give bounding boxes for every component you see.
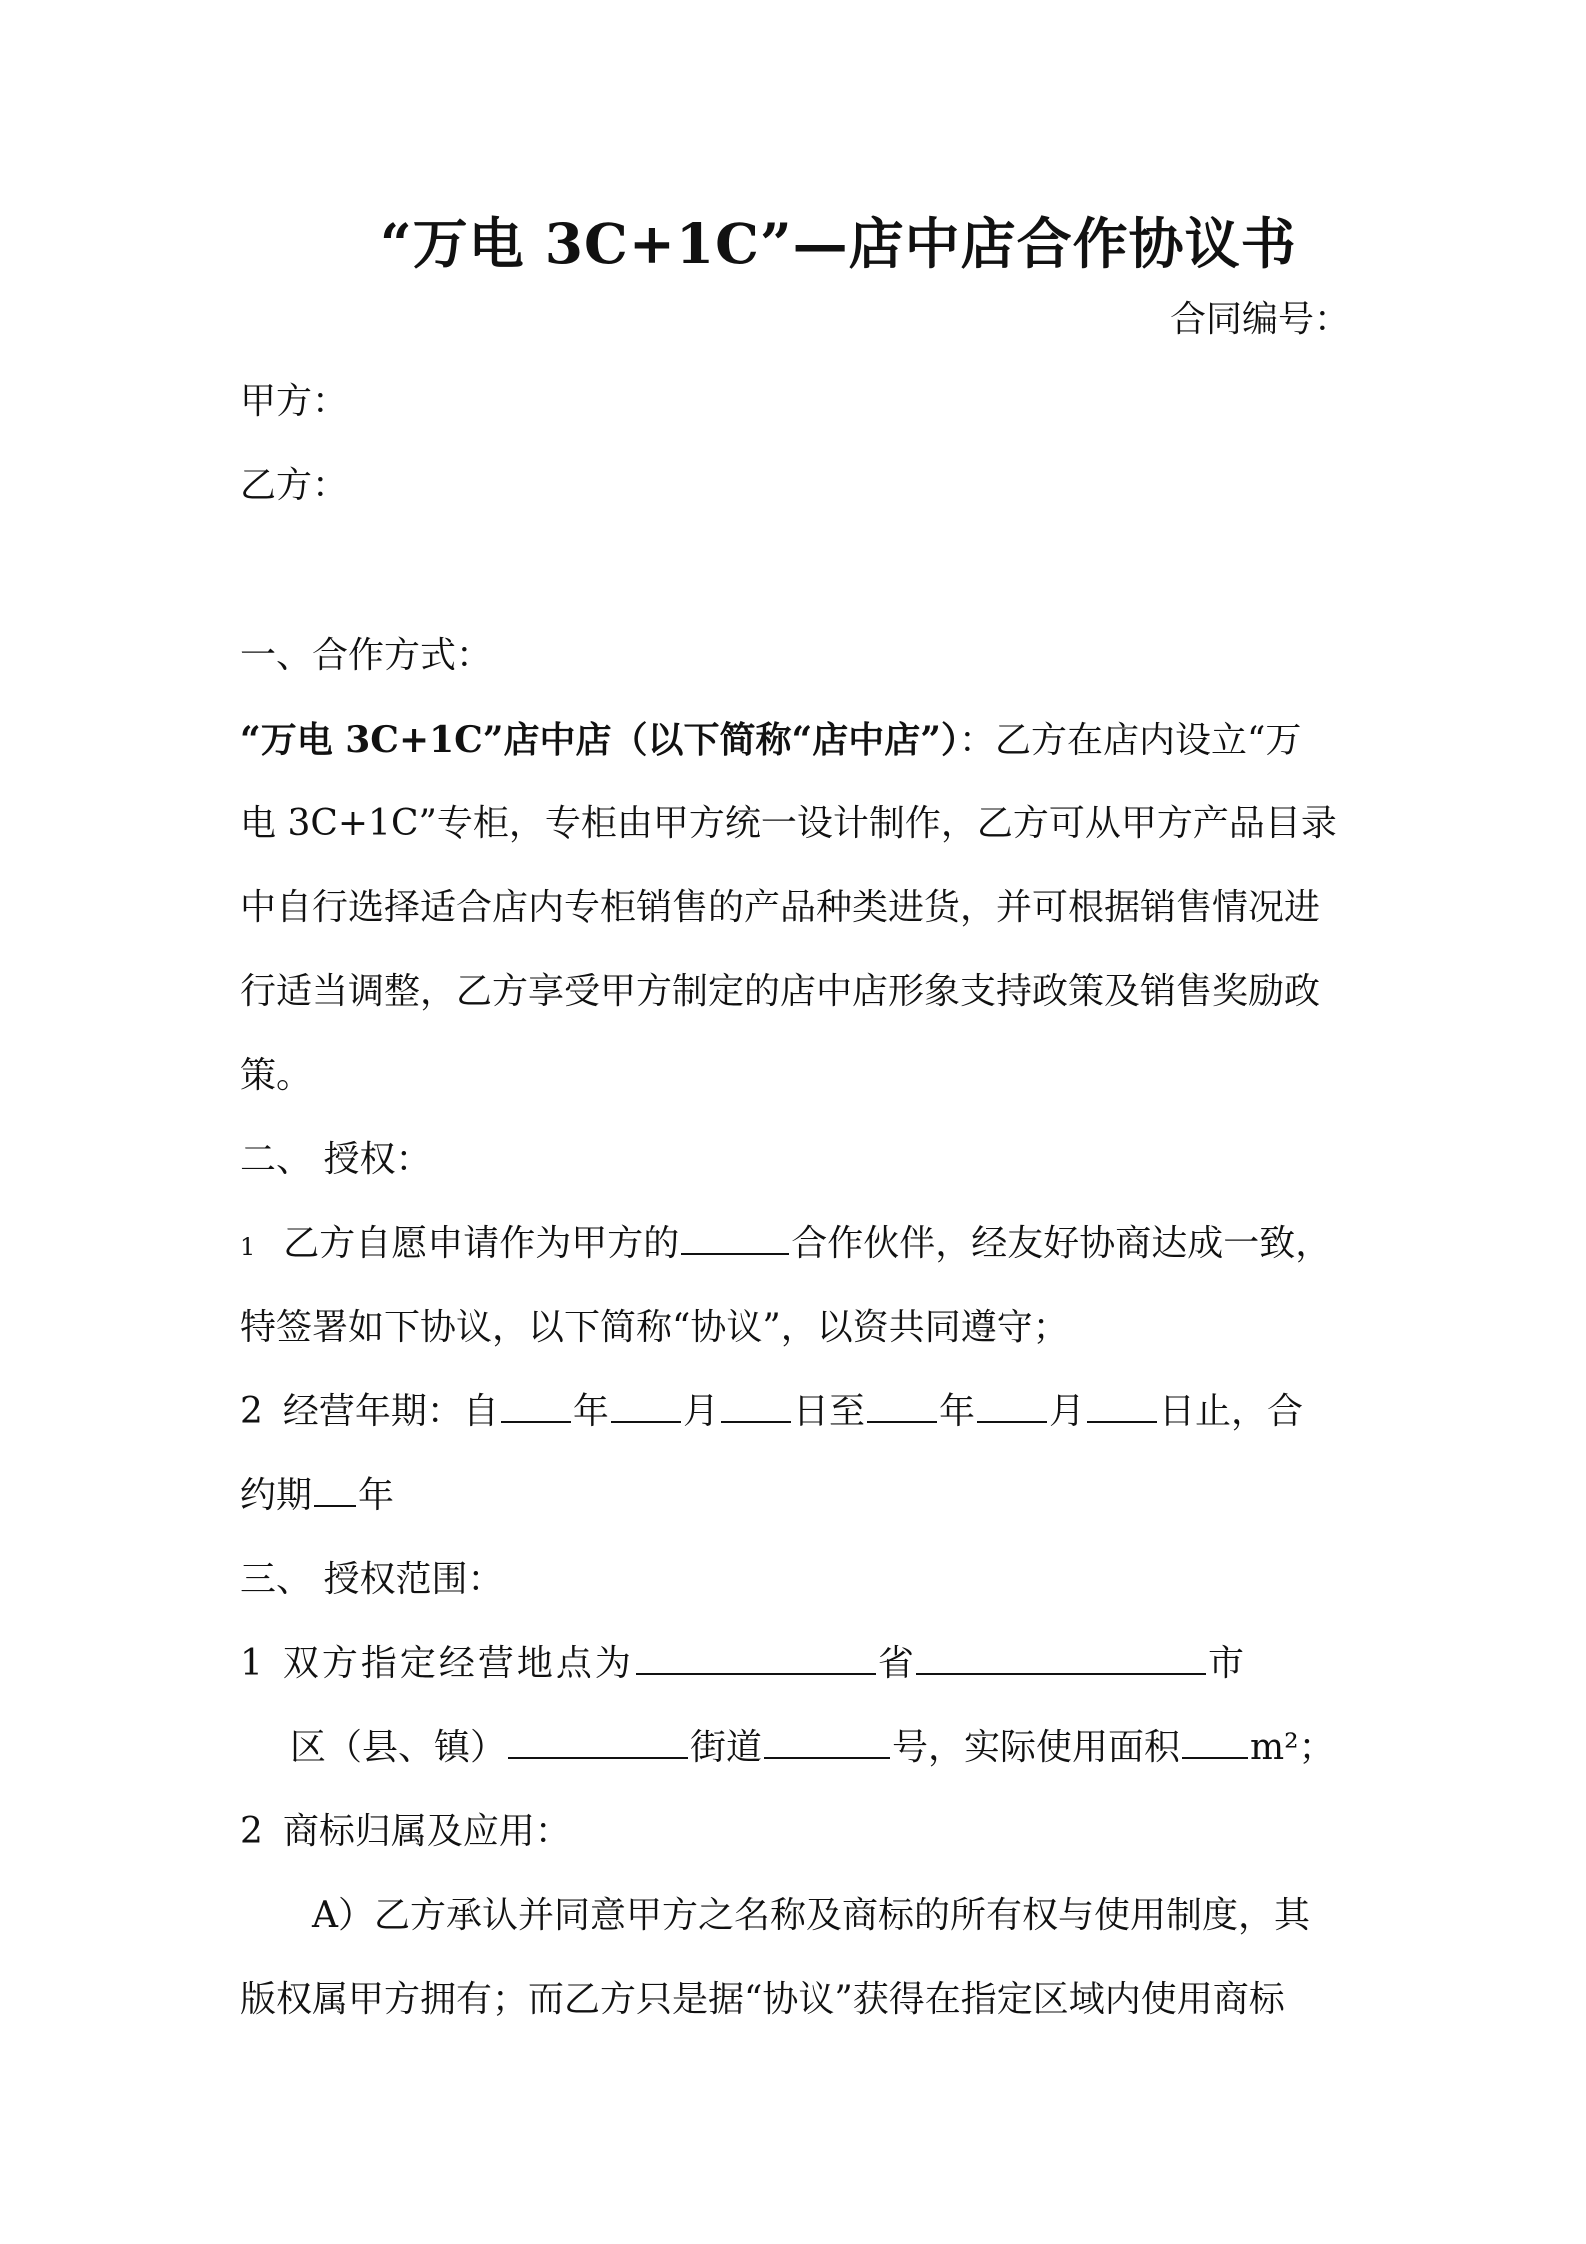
province-blank[interactable] bbox=[636, 1643, 876, 1675]
month-label: 月 bbox=[1048, 1391, 1085, 1432]
section-3-item-1-line-2 bbox=[290, 1726, 1400, 1770]
document-title: “万电 3C+1C”—店中店合作协议书 bbox=[380, 211, 1297, 276]
year-label: 年 bbox=[572, 1391, 609, 1432]
start-year-blank[interactable] bbox=[501, 1391, 571, 1423]
section-1-paragraph-line-1 bbox=[240, 718, 1350, 763]
location-label: 双方指定经营地点为 bbox=[282, 1643, 634, 1684]
city-label: 市 bbox=[1207, 1643, 1244, 1684]
end-year-blank[interactable] bbox=[867, 1391, 937, 1423]
blank-field[interactable] bbox=[681, 1223, 789, 1255]
party-a-label: 甲方： bbox=[240, 381, 349, 422]
area-blank[interactable] bbox=[1182, 1727, 1248, 1759]
street-label: 街道 bbox=[690, 1727, 763, 1768]
section-1-bold-lead: “万电 3C+1C”店中店（以下简称“店中店”） bbox=[240, 719, 959, 761]
item-number: 1 bbox=[240, 1233, 256, 1261]
section-3-item-2 bbox=[240, 1810, 1350, 1854]
section-3-item-1 bbox=[240, 1642, 1350, 1686]
year-label: 年 bbox=[358, 1475, 395, 1516]
district-label: 区（县、镇） bbox=[290, 1727, 507, 1768]
area-unit: m²； bbox=[1250, 1727, 1335, 1768]
party-b-label: 乙方： bbox=[240, 465, 349, 506]
month-label: 月 bbox=[682, 1391, 719, 1432]
section-2-item-2-line-2 bbox=[240, 1474, 1350, 1518]
start-day-blank[interactable] bbox=[721, 1391, 791, 1423]
section-1-paragraph-line-2: 电 3C+1C”专柜，专柜由甲方统一设计制作，乙方可从甲方产品目录 bbox=[240, 803, 1337, 844]
section-2-item-1-line-2: 特签署如下协议，以下简称“协议”，以资共同遵守； bbox=[240, 1307, 1069, 1348]
trademark-heading: 商标归属及应用： bbox=[282, 1811, 571, 1852]
contract-years-blank[interactable] bbox=[314, 1475, 356, 1507]
item-number: 2 bbox=[240, 1391, 263, 1432]
day-to-label: 日至 bbox=[792, 1391, 865, 1432]
contract-period-label: 约期 bbox=[240, 1475, 313, 1516]
item-text: 乙方自愿申请作为甲方的 bbox=[283, 1223, 680, 1264]
district-blank[interactable] bbox=[508, 1727, 688, 1759]
section-3-heading: 三、 授权范围： bbox=[240, 1559, 504, 1600]
clause-a-line-1: A）乙方承认并同意甲方之名称及商标的所有权与使用制度，其 bbox=[312, 1895, 1310, 1936]
section-1-paragraph-line-5: 策。 bbox=[240, 1055, 313, 1096]
city-blank[interactable] bbox=[916, 1643, 1206, 1675]
section-1-line-1-rest: ：乙方在店内设立“万 bbox=[958, 720, 1302, 761]
street-blank[interactable] bbox=[764, 1727, 890, 1759]
end-month-blank[interactable] bbox=[977, 1391, 1047, 1423]
clause-a-line-2: 版权属甲方拥有；而乙方只是据“协议”获得在指定区域内使用商标 bbox=[240, 1979, 1285, 2020]
province-label: 省 bbox=[877, 1643, 914, 1684]
item-number: 1 bbox=[240, 1643, 263, 1684]
term-label: 经营年期：自 bbox=[282, 1391, 499, 1432]
section-2-heading: 二、 授权： bbox=[240, 1139, 432, 1180]
day-end-label: 日止，合 bbox=[1159, 1391, 1304, 1432]
section-1-heading: 一、合作方式： bbox=[240, 635, 493, 676]
item-text: 合作伙伴，经友好协商达成一致， bbox=[791, 1223, 1332, 1264]
section-1-paragraph-line-3: 中自行选择适合店内专柜销售的产品种类进货，并可根据销售情况进 bbox=[240, 887, 1321, 928]
contract-number-label: 合同编号： bbox=[1169, 299, 1350, 340]
section-1-paragraph-line-4: 行适当调整，乙方享受甲方制定的店中店形象支持政策及销售奖励政 bbox=[240, 971, 1321, 1012]
section-2-item-1 bbox=[240, 1222, 1350, 1269]
item-number: 2 bbox=[240, 1811, 263, 1852]
year-label: 年 bbox=[938, 1391, 975, 1432]
number-area-label: 号，实际使用面积 bbox=[892, 1727, 1181, 1768]
end-day-blank[interactable] bbox=[1087, 1391, 1157, 1423]
start-month-blank[interactable] bbox=[611, 1391, 681, 1423]
section-2-item-2 bbox=[240, 1390, 1350, 1434]
